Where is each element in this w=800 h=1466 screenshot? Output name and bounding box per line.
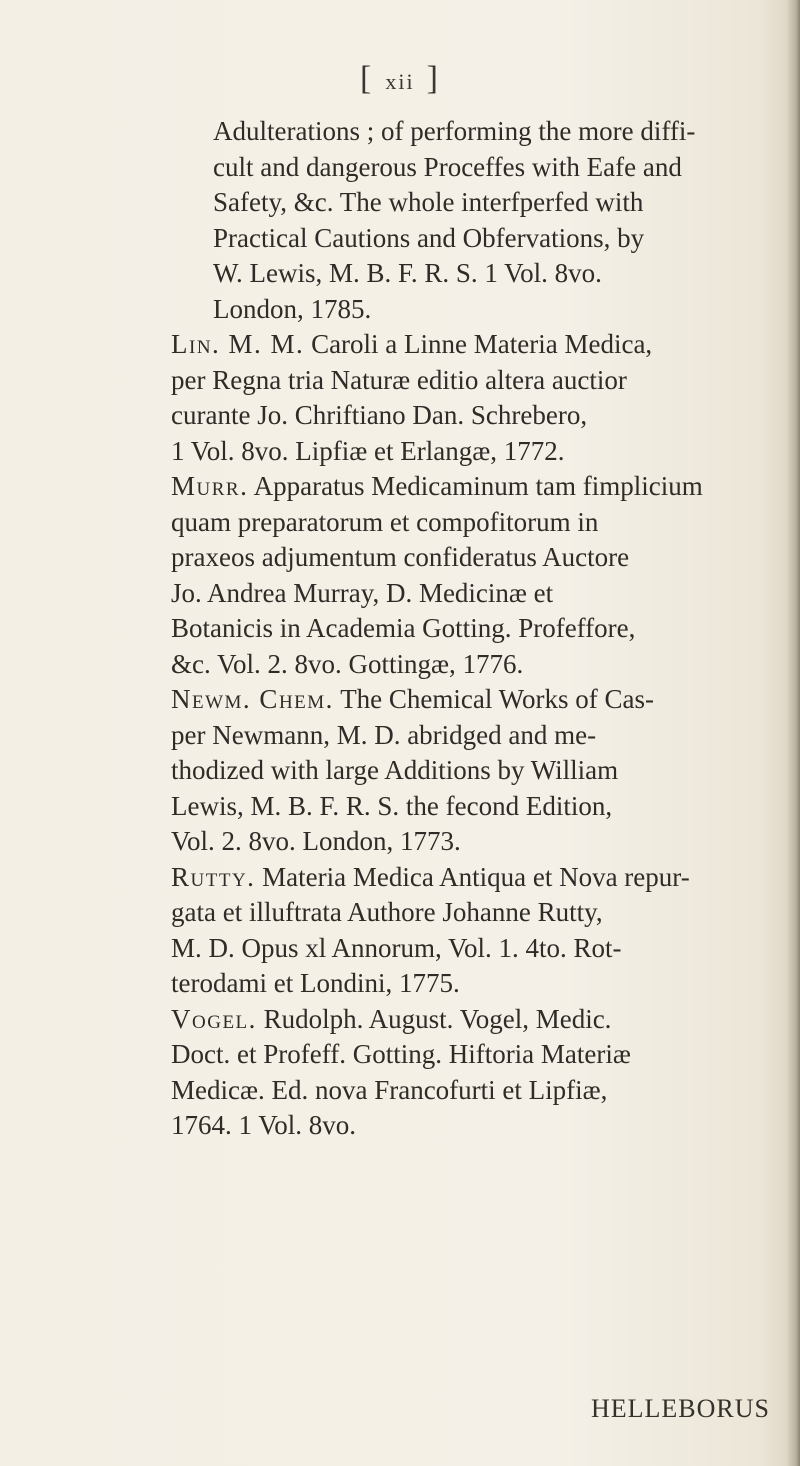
bibliography-entry xyxy=(171,327,771,469)
intro-line: Practical Cautions and Obfervations, by xyxy=(213,222,645,253)
folio-number: xii xyxy=(385,69,415,94)
bibliography-entry xyxy=(171,469,771,682)
entry-line: &c. Vol. 2. 8vo. Gottingæ, 1776. xyxy=(171,648,524,679)
entry-line: curante Jo. Chriftiano Dan. Schrebero, xyxy=(171,400,588,430)
entry-line: 1764. 1 Vol. 8vo. xyxy=(171,1110,357,1140)
entry-line: Medicæ. Ed. nova Francofurti et Lipfiæ, xyxy=(171,1074,608,1105)
page-folio xyxy=(0,60,800,98)
entry-abbrev: Lin. M. M. xyxy=(171,329,305,359)
entry-line: terodami et Londini, 1775. xyxy=(171,968,460,998)
entry-line: Doct. et Profeff. Gotting. Hiftoria Materiæ xyxy=(171,1039,631,1069)
entry-first-line: Caroli a Linne Materia Medica, xyxy=(311,329,653,359)
bibliography-text xyxy=(213,114,773,327)
entry-abbrev: Murr. xyxy=(171,471,249,501)
intro-line: London, 1785. xyxy=(213,293,372,324)
entry-line: per Newmann, M. D. abridged and me- xyxy=(171,719,597,750)
intro-paragraph xyxy=(213,114,773,327)
intro-line: Adulterations ; of performing the more diffi- xyxy=(213,116,696,146)
entry-line: Jo. Andrea Murray, D. Medicinæ et xyxy=(171,577,554,608)
entry-line: Botanicis in Academia Gotting. Profeffore, xyxy=(171,613,636,643)
bibliography-entry xyxy=(171,860,771,1002)
entry-first-line: Materia Medica Antiqua et Nova repur- xyxy=(262,861,690,892)
entry-line: Lewis, M. B. F. R. S. the fecond Edition, xyxy=(171,790,613,821)
entry-line: gata et illuftrata Authore Johanne Rutty, xyxy=(171,897,603,927)
entry-line: per Regna tria Naturæ editio altera auctior xyxy=(171,364,627,395)
intro-line: W. Lewis, M. B. F. R. S. 1 Vol. 8vo. xyxy=(213,258,602,288)
entry-abbrev: Newm. Chem. xyxy=(171,684,334,714)
entry-first-line: Rudolph. August. Vogel, Medic. xyxy=(263,1003,612,1034)
entry-abbrev: Vogel. xyxy=(171,1003,257,1034)
entry-abbrev: Rutty. xyxy=(171,861,256,892)
entry-line: praxeos adjumentum confideratus Auctore xyxy=(171,542,630,572)
entry-first-line: The Chemical Works of Cas- xyxy=(340,684,654,714)
entries-list xyxy=(171,327,771,1144)
folio-left-bracket: [ xyxy=(360,60,374,97)
bibliography-entry xyxy=(171,1002,771,1144)
page-edge-shadow xyxy=(786,0,800,1466)
entry-line: 1 Vol. 8vo. Lipfiæ et Erlangæ, 1772. xyxy=(171,435,565,466)
folio-right-bracket: ] xyxy=(426,60,440,97)
intro-line: cult and dangerous Proceffes with Eafe and xyxy=(213,151,682,182)
bibliography-entry xyxy=(171,682,771,860)
entry-line: M. D. Opus xl Annorum, Vol. 1. 4to. Rot- xyxy=(171,932,622,963)
entry-first-line: Apparatus Medicaminum tam fimplicium xyxy=(253,471,703,501)
entry-line: Vol. 2. 8vo. London, 1773. xyxy=(171,826,461,856)
catchword: HELLEBORUS xyxy=(591,1394,770,1423)
intro-line: Safety, &c. The whole interfperfed with xyxy=(213,187,644,217)
entry-line: quam preparatorum et compofitorum in xyxy=(171,506,599,537)
entry-line: thodized with large Additions by William xyxy=(171,755,619,785)
